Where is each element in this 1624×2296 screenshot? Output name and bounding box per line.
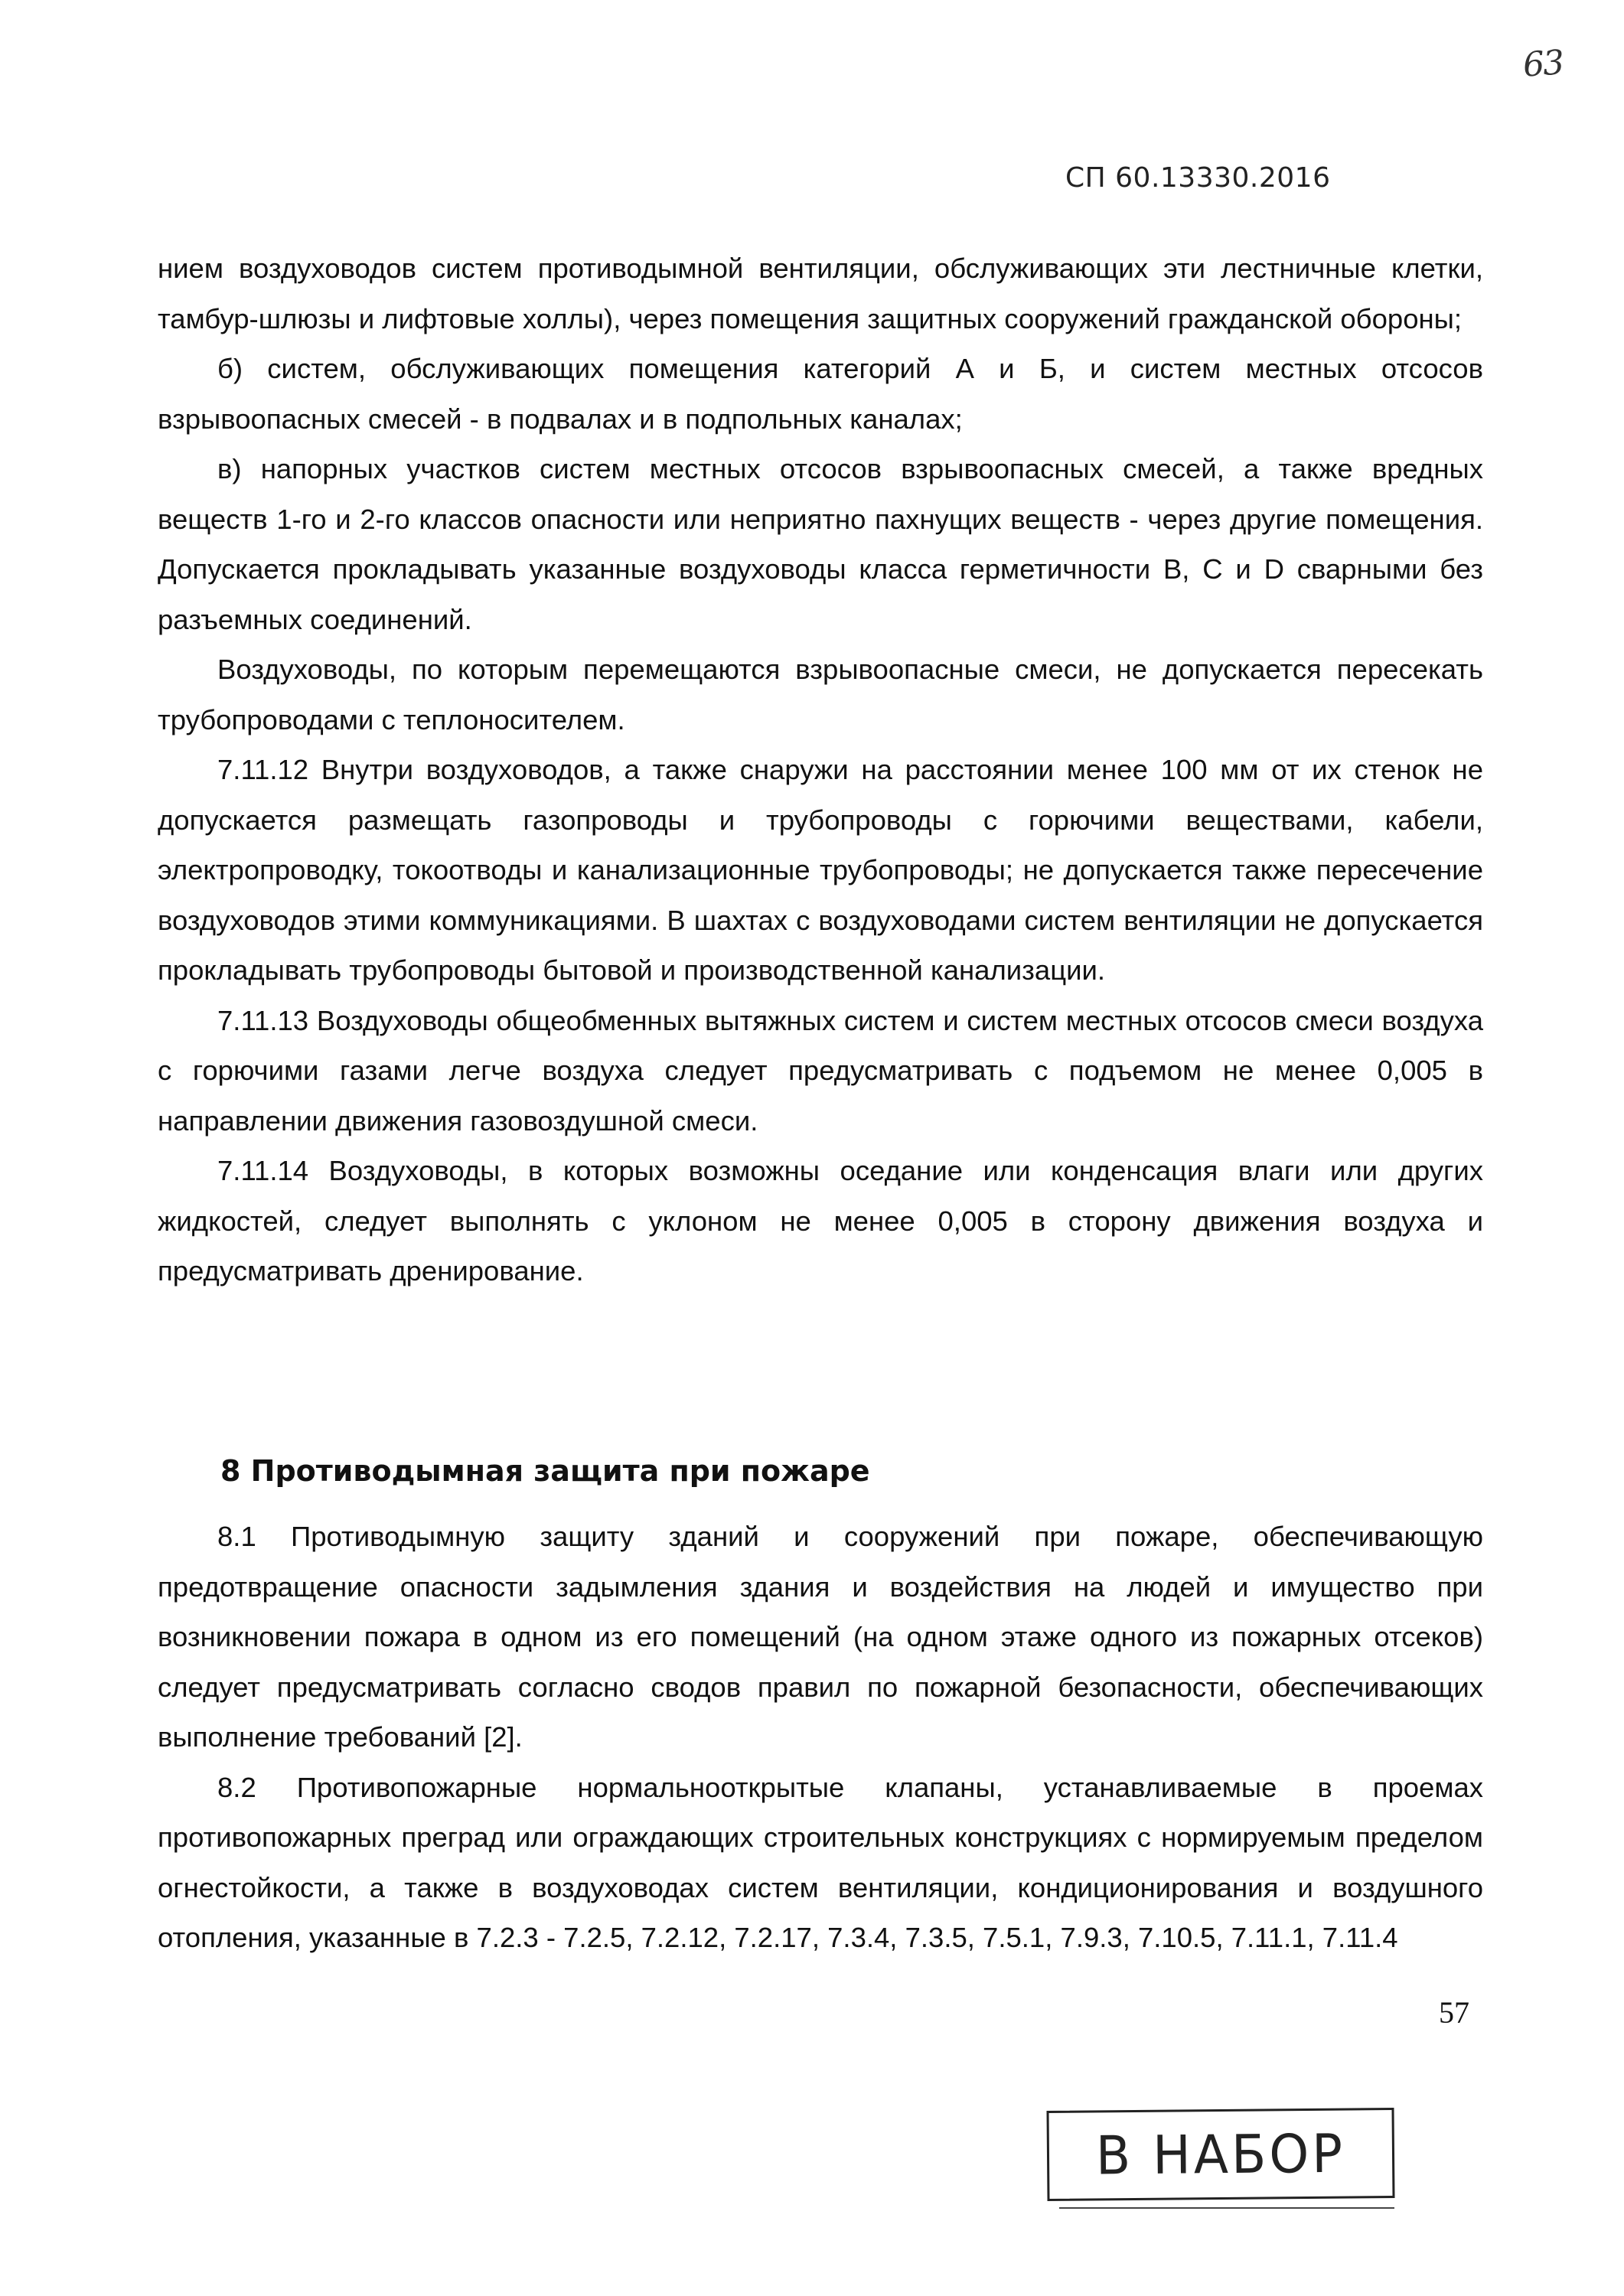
stamp-text: В НАБОР [1095,2122,1346,2187]
body-text-bottom [158,1512,1483,1963]
paragraph: 7.11.14 Воздуховоды, в которых возможны оседание или конденсация влаги или других жидкостей, следует выполнять с уклоном не менее 0,005 в сторону движения воздуха и предусматривать дренирование. [158,1155,1483,1287]
paragraph: 8.1 Противодымную защиту зданий и сооружений при пожаре, обеспечивающую предотвращение опасности задымления здания и воздействия на людей и имущество при возникновении пожара в одном из его помещений (на одном этаже одного из пожарных отсеков) следует предусматривать согласно сводов правил по пожарной безопасности, обеспечивающих выполнение требований [2]. [158,1521,1483,1753]
paragraph: б) систем, обслуживающих помещения категорий А и Б, и систем местных отсосов взрывоопасных смесей - в подвалах и в подпольных каналах; [158,353,1483,435]
paragraph: Воздуховоды, по которым перемещаются взрывоопасные смеси, не допускается пересекать трубопроводами с теплоносителем. [158,654,1483,735]
paragraph: 7.11.13 Воздуховоды общеобменных вытяжных систем и систем местных отсосов смеси воздуха с горючими газами легче воздуха следует предусматривать с подъемом не менее 0,005 в направлении движения газовоздушной смеси. [158,1004,1483,1137]
page-number: 57 [1439,1995,1469,2030]
stamp-underline [1059,2207,1394,2209]
document-code-header: СП 60.13330.2016 [1065,162,1331,194]
paragraph: нием воздуховодов систем противодымной вентиляции, обслуживающих эти лестничные клетки, тамбур-шлюзы и лифтовые холлы), через помещения защитных сооружений гражданской обороны; [158,253,1483,334]
body-text-top [158,243,1483,1296]
section-heading: 8 Противодымная защита при пожаре [220,1454,870,1488]
paragraph: в) напорных участков систем местных отсосов взрывоопасных смесей, а также вредных веществ 1-го и 2-го классов опасности или неприятно пахнущих веществ - через другие помещения. Допускается прокладывать указанные воздуховоды класса герметичности В, С и D сварными без разъемных соединений. [158,453,1483,635]
handwritten-page-number: 63 [1521,43,1564,85]
stamp [1046,2108,1394,2201]
paragraph: 7.11.12 Внутри воздуховодов, а также снаружи на расстоянии менее 100 мм от их стенок не допускается размещать газопроводы и трубопроводы с горючими веществами, кабели, электропроводку, токоотводы и канализационные трубопроводы; не допускается также пересечение воздуховодов этими коммуникациями. В шахтах с воздуховодами систем вентиляции не допускается прокладывать трубопроводы бытовой и производственной канализации. [158,754,1483,986]
paragraph: 8.2 Противопожарные нормальнооткрытые клапаны, устанавливаемые в проемах противопожарных преград или ограждающих строительных конструкциях с нормируемым пределом огнестойкости, а также в воздуховодах систем вентиляции, кондиционирования и воздушного отопления, указанные в 7.2.3 - 7.2.5, 7.2.12, 7.2.17, 7.3.4, 7.3.5, 7.5.1, 7.9.3, 7.10.5, 7.11.1, 7.11.4 [158,1771,1483,1953]
